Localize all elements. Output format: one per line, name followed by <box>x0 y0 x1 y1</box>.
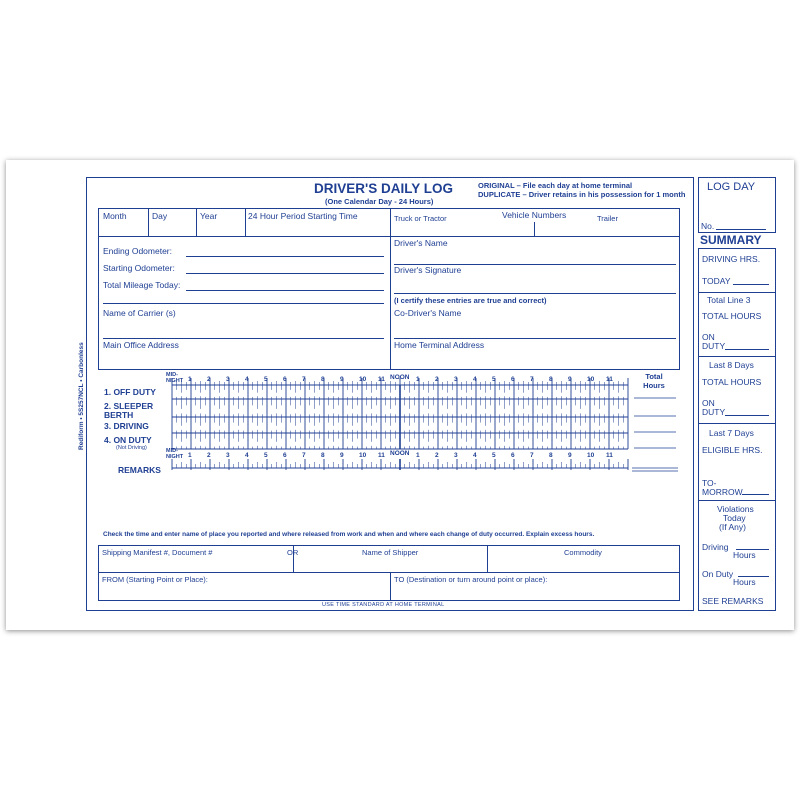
hour-label: 9 <box>568 376 572 383</box>
month-field[interactable]: Month <box>103 211 127 221</box>
original-note: ORIGINAL – File each day at home terminal <box>478 181 633 190</box>
home-terminal-label[interactable]: Home Terminal Address <box>394 340 485 350</box>
hour-label: 4 <box>473 452 477 459</box>
remarks-label: REMARKS <box>118 465 161 475</box>
hour-label: 6 <box>511 452 515 459</box>
hour-label: 7 <box>530 452 534 459</box>
sum-to: TO- <box>702 478 717 488</box>
sum-violations: Violations <box>717 504 754 514</box>
sum-duty: DUTY <box>702 341 726 351</box>
sum-last7: Last 7 Days <box>709 428 754 438</box>
hour-label: 1 <box>416 452 420 459</box>
hour-label: 4 <box>473 376 477 383</box>
hour-label: 8 <box>321 376 325 383</box>
noon-bottom: NOON <box>390 450 410 457</box>
sum-on: ON <box>702 332 715 342</box>
hour-label: 10 <box>587 452 595 459</box>
instructions: Check the time and enter name of place you reported and where released from work and when and where each change of duty occurred. Explain excess hours. <box>103 531 595 538</box>
sum-total-line3: Total Line 3 <box>707 295 751 305</box>
hour-label: 6 <box>511 376 515 383</box>
sum-see-remarks: SEE REMARKS <box>702 596 764 606</box>
main-office-label[interactable]: Main Office Address <box>103 340 179 350</box>
hour-label: 6 <box>283 376 287 383</box>
hour-label: 3 <box>454 452 458 459</box>
total-mileage-label: Total Mileage Today: <box>103 280 181 290</box>
form-subtitle: (One Calendar Day - 24 Hours) <box>325 197 434 206</box>
hour-label: 1 <box>416 376 420 383</box>
manifest-field[interactable]: Shipping Manifest #, Document # <box>102 548 213 557</box>
certify-note: (I certify these entries are true and correct) <box>394 296 547 305</box>
hour-label: 11 <box>606 452 613 459</box>
carrier-label[interactable]: Name of Carrier (s) <box>103 308 176 318</box>
summary-title: SUMMARY <box>700 233 762 247</box>
sum-hours-a: Hours <box>733 550 756 560</box>
log-day-title: LOG DAY <box>707 181 756 193</box>
hour-label: 5 <box>264 452 268 459</box>
sum-last8: Last 8 Days <box>709 360 754 370</box>
hour-label: 8 <box>549 376 553 383</box>
row-on-duty-sub: (Not Driving) <box>116 445 147 451</box>
form-title: DRIVER'S DAILY LOG <box>314 181 453 196</box>
hour-label: 7 <box>302 452 306 459</box>
sum-morrow: MORROW <box>702 487 743 497</box>
hour-label: 9 <box>340 452 344 459</box>
total-hours-label: Total Hours <box>643 372 665 390</box>
hour-label: 3 <box>226 452 230 459</box>
hour-label: 4 <box>245 452 249 459</box>
driver-name-label[interactable]: Driver's Name <box>394 238 448 248</box>
period-start-field[interactable]: 24 Hour Period Starting Time <box>248 211 358 221</box>
midnight-top: MID-NIGHT <box>166 372 184 385</box>
year-field[interactable]: Year <box>200 211 218 221</box>
hour-label: 6 <box>283 452 287 459</box>
printer-label: Rediform • 5S257NCL • Carbonless <box>78 342 85 450</box>
hour-label: 1 <box>188 376 192 383</box>
hour-label: 8 <box>321 452 325 459</box>
row-on-duty: 4. ON DUTY <box>104 435 152 445</box>
ending-odometer-label: Ending Odometer: <box>103 246 172 256</box>
sum-eligible: ELIGIBLE HRS. <box>702 445 763 455</box>
log-day-no-input[interactable] <box>716 229 766 230</box>
day-field[interactable]: Day <box>152 211 168 221</box>
to-field[interactable]: TO (Destination or turn around point or place): <box>394 575 548 584</box>
sum-driving-hrs: DRIVING HRS. <box>702 254 761 264</box>
hour-label: 2 <box>435 452 439 459</box>
co-driver-label[interactable]: Co-Driver's Name <box>394 308 462 318</box>
trailer-field[interactable]: Trailer <box>597 214 618 223</box>
noon-top: NOON <box>390 374 410 381</box>
hour-label: 3 <box>226 376 230 383</box>
hour-label: 7 <box>530 376 534 383</box>
from-field[interactable]: FROM (Starting Point or Place): <box>102 575 208 584</box>
row-sleeper-berth: 2. SLEEPER BERTH <box>104 401 154 420</box>
sum-total-hours2: TOTAL HOURS <box>702 377 762 387</box>
hour-label: 2 <box>435 376 439 383</box>
hour-label: 3 <box>454 376 458 383</box>
hour-label: 10 <box>359 452 367 459</box>
hour-label: 10 <box>587 376 595 383</box>
truck-field[interactable]: Truck or Tractor <box>394 214 447 223</box>
hour-label: 4 <box>245 376 249 383</box>
driver-signature-label[interactable]: Driver's Signature <box>394 265 462 275</box>
hour-label: 8 <box>549 452 553 459</box>
hour-label: 2 <box>207 452 211 459</box>
hour-label: 9 <box>340 376 344 383</box>
footer-note: USE TIME STANDARD AT HOME TERMINAL <box>322 602 445 608</box>
sum-duty2: DUTY <box>702 407 726 417</box>
hour-label: 11 <box>378 452 385 459</box>
hour-label: 1 <box>188 452 192 459</box>
midnight-bottom: MID-NIGHT <box>166 448 184 461</box>
sum-total-hours: TOTAL HOURS <box>702 311 762 321</box>
hour-label: 5 <box>492 376 496 383</box>
hour-label: 5 <box>264 376 268 383</box>
hour-label: 5 <box>492 452 496 459</box>
vehicle-numbers-label: Vehicle Numbers <box>502 210 567 220</box>
sum-if-any: (If Any) <box>719 522 746 532</box>
sum-on2: ON <box>702 398 715 408</box>
hour-label: 11 <box>378 376 385 383</box>
log-day-no: No. <box>701 221 715 231</box>
hour-label: 2 <box>207 376 211 383</box>
hour-label: 11 <box>606 376 613 383</box>
hour-label: 10 <box>359 376 367 383</box>
hour-label: 7 <box>302 376 306 383</box>
sum-on-duty: On Duty <box>702 569 734 579</box>
row-off-duty: 1. OFF DUTY <box>104 387 156 397</box>
starting-odometer-label: Starting Odometer: <box>103 263 175 273</box>
duplicate-note: DUPLICATE – Driver retains in his possession for 1 month <box>478 190 686 199</box>
row-driving: 3. DRIVING <box>104 421 149 431</box>
commodity-field[interactable]: Commodity <box>564 548 602 557</box>
sum-today: TODAY <box>702 276 731 286</box>
hour-label: 9 <box>568 452 572 459</box>
sum-driving: Driving <box>702 542 729 552</box>
sum-today2: Today <box>723 513 746 523</box>
sum-hours-b: Hours <box>733 577 756 587</box>
or-label: OR <box>287 548 299 557</box>
shipper-field[interactable]: Name of Shipper <box>362 548 419 557</box>
